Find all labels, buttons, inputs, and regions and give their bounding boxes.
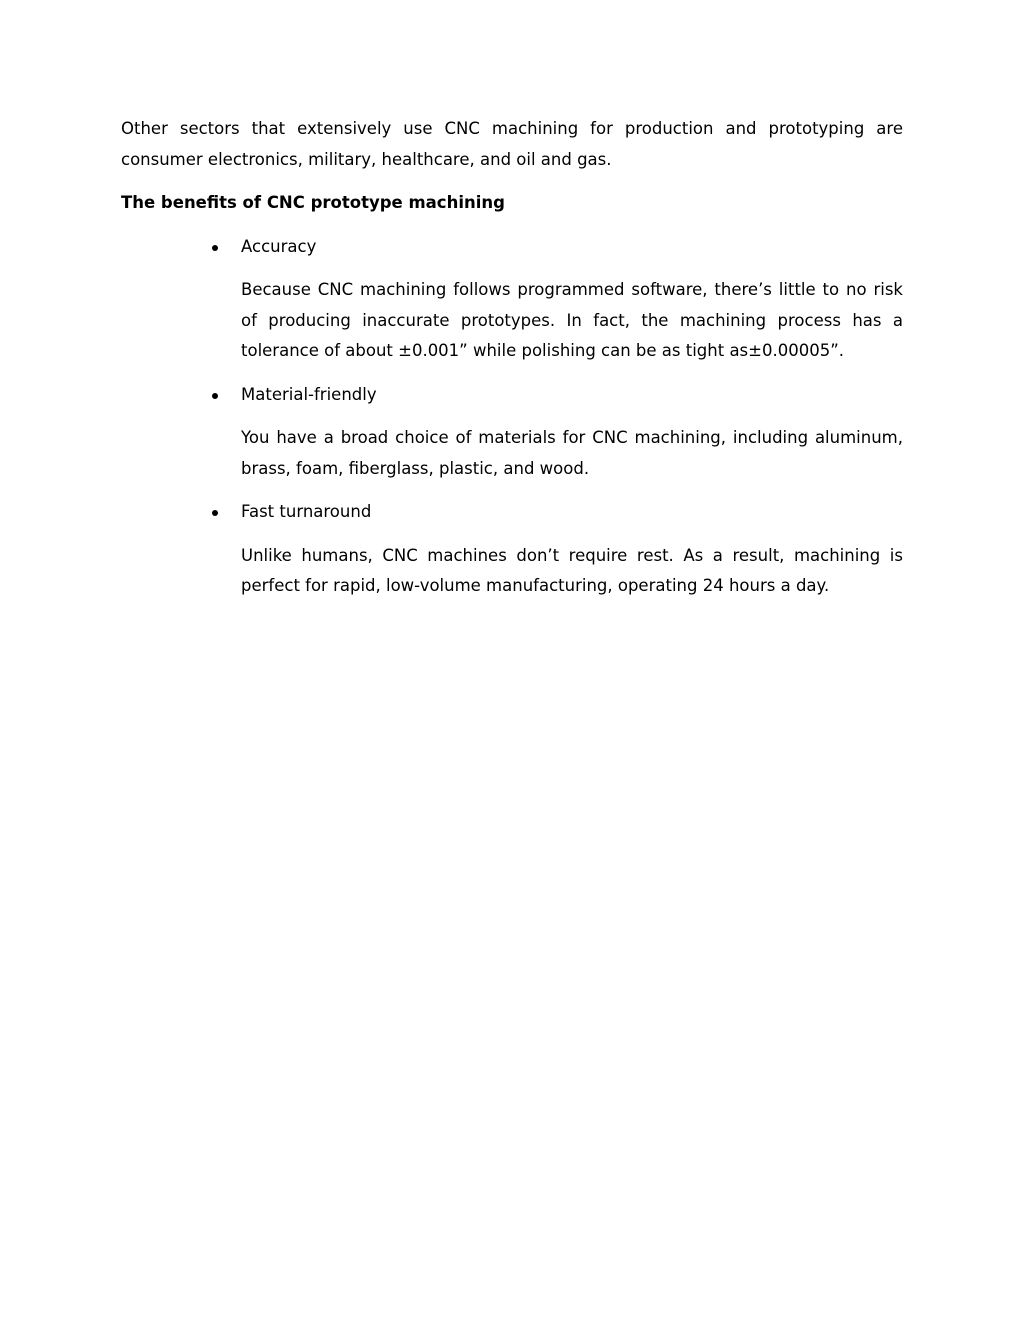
bullet-icon xyxy=(212,393,218,399)
benefit-title: Material-friendly xyxy=(241,384,377,404)
intro-paragraph: Other sectors that extensively use CNC machining for production and prototyping are consumer electronics, military, healthcare, and oil and gas. xyxy=(121,119,903,169)
benefit-description: Unlike humans, CNC machines don’t require rest. As a result, machining is perfect for rapid, low-volume manufacturing, operating 24 hours a day. xyxy=(241,545,903,595)
benefits-list xyxy=(121,232,903,602)
bullet-icon xyxy=(212,245,218,251)
benefit-title-row xyxy=(241,380,903,411)
benefit-description: You have a broad choice of materials for CNC machining, including aluminum, brass, foam, fiberglass, plastic, and wood. xyxy=(241,428,903,478)
benefit-title: Accuracy xyxy=(241,236,317,256)
benefit-item-material-friendly xyxy=(121,380,903,485)
document-page xyxy=(121,114,903,602)
benefit-description: Because CNC machining follows programmed software, there’s little to no risk of producing inaccurate prototypes. In fact, the machining process has a tolerance of about ±0.001” while polishing can be as tight as±0.00005”. xyxy=(241,280,903,360)
section-heading: The benefits of CNC prototype machining xyxy=(121,193,505,212)
bullet-icon xyxy=(212,510,218,516)
benefit-item-fast-turnaround xyxy=(121,497,903,602)
benefit-title: Fast turnaround xyxy=(241,502,372,521)
benefit-item-accuracy xyxy=(121,232,903,367)
benefit-title-row xyxy=(241,497,903,528)
benefit-title-row xyxy=(241,232,903,263)
